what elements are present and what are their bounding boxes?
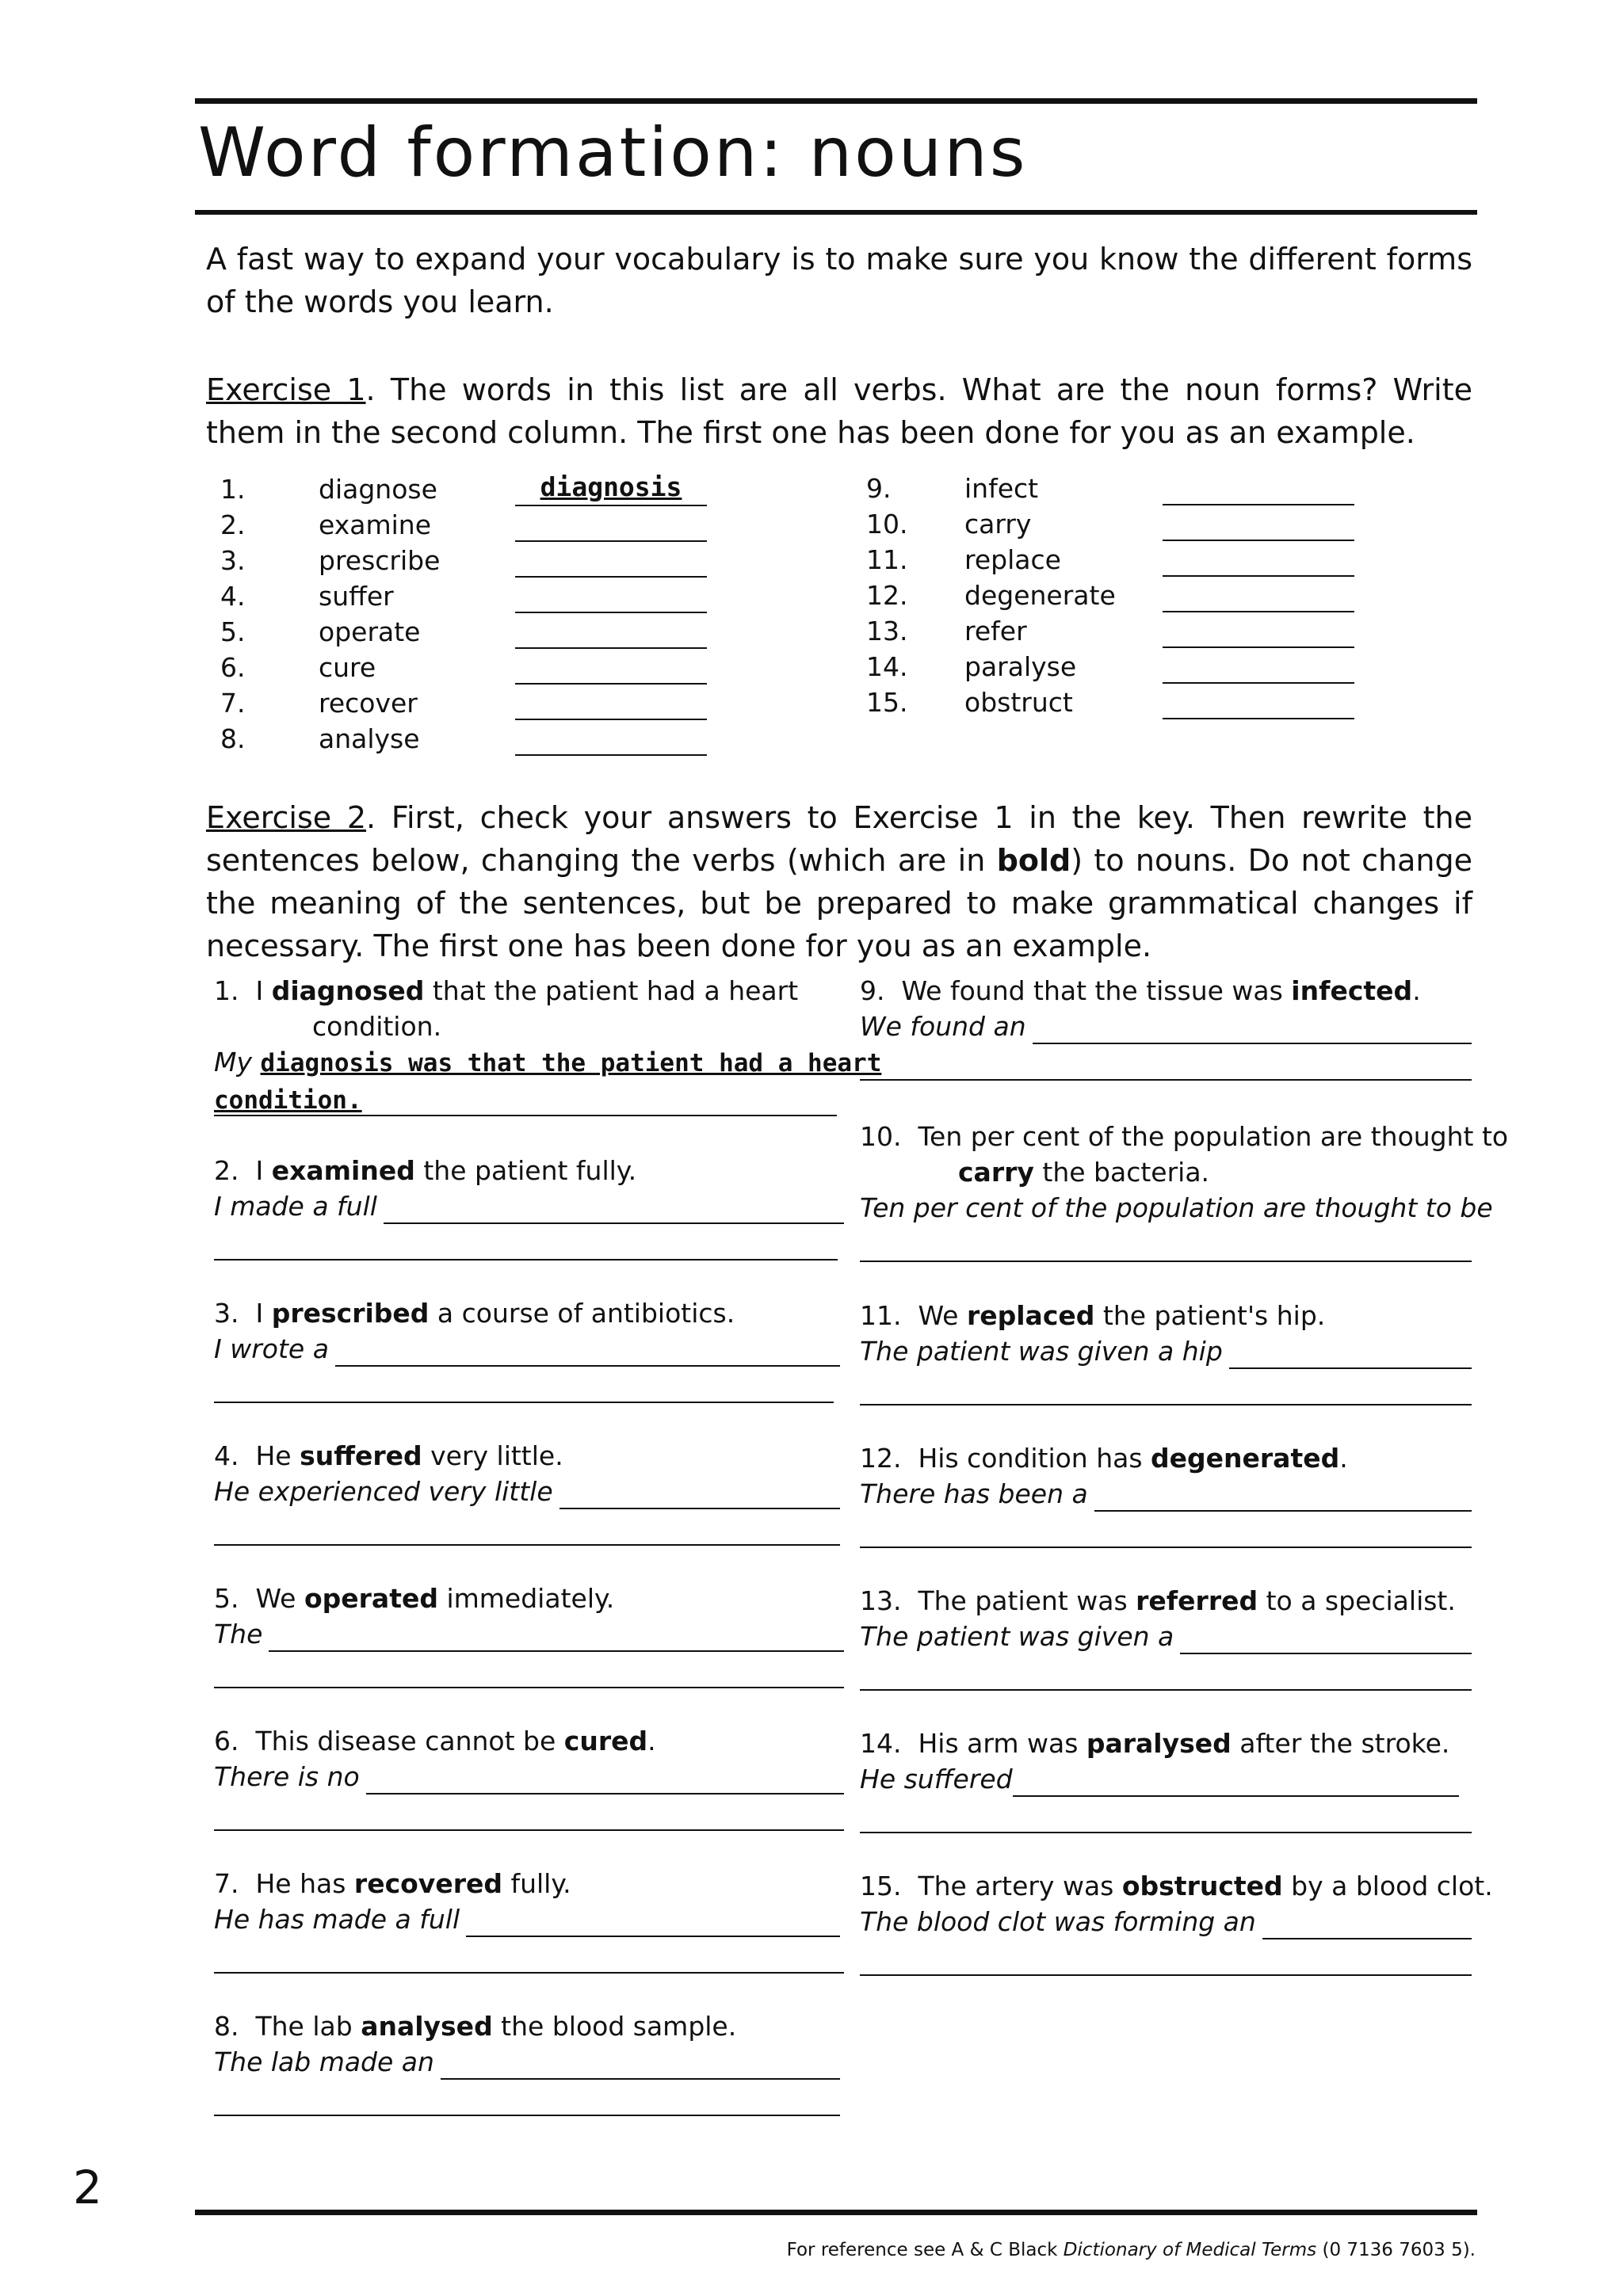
item-answer: diagnosis was that the patient had a heart [260,1049,882,1077]
item-question [214,1581,844,1616]
item-question [860,1868,1493,1904]
word-number: 13. [866,616,908,646]
item-prompt: He has made a full [214,1904,460,1935]
item-text: I [255,1298,272,1329]
item-answer-line[interactable] [214,1759,844,1794]
item-text: This disease cannot be [255,1726,564,1756]
item-number: 12. [860,1443,902,1474]
item-text: We [255,1583,304,1614]
footer-prefix: For reference see A & C Black [786,2240,1064,2260]
sentence-item-7 [214,1866,840,1974]
word-number: 6. [220,652,246,683]
item-text: We [918,1300,967,1331]
item-number: 2. [214,1155,239,1186]
answer-blank[interactable] [1163,542,1354,577]
verb-word: obstruct [964,687,1073,718]
answer-underline [1013,1765,1459,1797]
verb-word: operate [319,616,421,647]
item-number: 1. [214,975,239,1006]
item-text: very little. [422,1440,563,1471]
item-text: We found that the tissue was [901,975,1292,1006]
word-row [866,506,1373,542]
item-text: a course of antibiotics. [429,1298,735,1329]
item-number: 9. [860,975,885,1006]
item-number: 6. [214,1726,239,1756]
item-number: 13. [860,1585,902,1616]
item-number: 11. [860,1300,902,1331]
item-answer-line[interactable] [214,1188,844,1224]
item-prompt: The patient was given a hip [860,1336,1223,1367]
word-row [866,542,1373,578]
sentence-item-4 [214,1438,840,1546]
sentence-item-3 [214,1295,840,1403]
exercise2-bold-word: bold [996,843,1071,878]
item-number: 10. [860,1121,902,1152]
word-row [220,507,727,543]
word-number: 10. [866,509,908,540]
item-text: that the patient had a heart [424,975,799,1006]
item-prompt: There has been a [860,1478,1088,1509]
item-verb: examined [271,1155,415,1186]
word-number: 7. [220,688,246,719]
item-number: 4. [214,1440,239,1471]
word-list-right [866,471,1373,720]
item-text: The artery was [918,1871,1122,1901]
sentence-item-11 [860,1298,1472,1405]
item-answer-line[interactable] [214,1901,840,1937]
item-answer-line[interactable] [214,1474,840,1509]
verb-word: paralyse [964,651,1077,682]
item-verb: paralysed [1086,1728,1232,1759]
word-row [866,578,1373,613]
item-verb: prescribed [271,1298,430,1329]
answer-blank[interactable] [515,471,707,506]
item-verb: operated [304,1583,438,1614]
word-number: 9. [866,473,892,504]
item-verb: carry [958,1157,1034,1188]
item-question [214,2008,840,2044]
item-question [860,1583,1472,1619]
word-row [866,471,1373,506]
word-row [220,543,727,578]
answer-blank[interactable] [515,507,707,542]
exercise1-text: . The words in this list are all verbs. What are the noun forms? Write them in the second column. The first one has been done for you as an example. [206,372,1472,450]
word-number: 5. [220,616,246,647]
answer-blank[interactable] [515,578,707,613]
item-number: 14. [860,1728,902,1759]
item-prompt: The [214,1619,263,1650]
footer-reference [787,2240,1476,2260]
word-row [220,471,727,507]
item-text: Ten per cent of the population are thought to [918,1121,1509,1152]
item-answer-line-2[interactable] [860,1654,1472,1691]
item-number: 3. [214,1298,239,1329]
verb-word: prescribe [319,545,441,576]
answer-blank[interactable] [515,614,707,649]
item-verb: suffered [300,1440,422,1471]
word-row [220,650,727,685]
item-answer-line[interactable] [214,2044,840,2080]
item-answer-line[interactable] [860,1333,1472,1369]
word-number: 4. [220,581,246,612]
item-question [214,1438,840,1474]
verb-word: cure [319,652,376,683]
answer-blank[interactable] [1163,613,1354,648]
verb-word: recover [319,688,418,719]
word-list-left [220,471,727,757]
answer-underline [559,1478,840,1509]
example-answer: diagnosis [540,471,682,502]
item-question [860,1440,1472,1476]
item-question [214,973,837,1009]
word-row [220,685,727,721]
word-number: 11. [866,544,908,575]
word-number: 1. [220,474,246,505]
item-question [860,973,1472,1009]
answer-blank[interactable] [1163,506,1354,541]
item-answer-line[interactable] [860,1009,1472,1044]
top-rule [195,98,1477,104]
item-answer-line-2 [214,1081,837,1116]
page-title: Word formation: nouns [198,113,1028,193]
item-text: I [255,1155,272,1186]
item-answer-line-2[interactable] [214,1652,844,1688]
bottom-rule [195,2210,1477,2215]
answer-underline [269,1620,844,1652]
word-row [220,614,727,650]
item-text: The lab [255,2011,361,2042]
sentence-item-15 [860,1868,1493,1976]
word-row [220,578,727,614]
verb-word: diagnose [319,474,437,505]
item-verb: diagnosed [271,975,425,1006]
item-text: the patient's hip. [1094,1300,1326,1331]
verb-word: analyse [319,723,420,754]
item-verb: infected [1291,975,1413,1006]
answer-blank[interactable] [515,650,707,685]
item-question [214,1153,844,1188]
sentence-item-2 [214,1153,844,1261]
item-number: 15. [860,1871,902,1901]
answer-underline [384,1192,844,1224]
exercise1-instructions [206,368,1472,454]
sentence-item-8 [214,2008,840,2116]
answer-blank[interactable] [515,543,707,578]
word-row [866,649,1373,685]
title-rule [195,210,1477,215]
item-question-continued [860,1154,1472,1190]
item-text: His condition has [918,1443,1151,1474]
item-answer-line-2[interactable] [860,1369,1472,1405]
item-answer-line[interactable] [860,1619,1472,1654]
verb-word: degenerate [964,580,1116,611]
answer-underline [1180,1623,1472,1654]
item-prompt: He experienced very little [214,1476,553,1507]
answer-underline [1229,1337,1472,1369]
item-answer-line-2[interactable] [860,1044,1472,1081]
item-answer-line-2[interactable] [860,1939,1472,1976]
item-answer-line[interactable] [214,1616,844,1652]
item-text: He [255,1440,300,1471]
item-question [860,1298,1472,1333]
item-answer-line-2[interactable] [860,1512,1472,1548]
item-question [860,1726,1472,1761]
item-text: immediately. [437,1583,615,1614]
answer-underline [1033,1013,1472,1044]
answer-blank[interactable] [515,721,707,756]
item-prompt: My [214,1047,261,1077]
item-answer-line-2[interactable] [214,1937,844,1974]
word-number: 12. [866,580,908,611]
item-number: 8. [214,2011,239,2042]
item-answer-line-2[interactable] [860,1797,1472,1833]
item-question [214,1723,844,1759]
item-answer-line-2[interactable] [214,1794,844,1831]
answer-blank[interactable] [1163,649,1354,684]
word-number: 15. [866,687,908,718]
answer-underline [335,1335,840,1367]
verb-word: replace [964,544,1061,575]
item-answer-line-2[interactable] [860,1226,1472,1262]
item-answer-line-2[interactable] [214,1509,840,1546]
sentence-item-9 [860,973,1472,1081]
sentence-item-13 [860,1583,1472,1691]
word-number: 2. [220,509,246,540]
item-number: 7. [214,1868,239,1899]
item-prompt: There is no [214,1761,360,1792]
item-number: 5. [214,1583,239,1614]
item-answer-line[interactable] [860,1761,1459,1797]
item-prompt: Ten per cent of the population are thought to be [860,1192,1493,1223]
word-row [866,685,1373,720]
exercise1-label: Exercise 1 [206,372,366,407]
item-text: the blood sample. [492,2011,737,2042]
answer-underline [366,1763,844,1794]
sentence-item-5 [214,1581,844,1688]
sentence-item-1 [214,973,882,1116]
answer-blank[interactable] [1163,685,1354,719]
exercise2-label: Exercise 2 [206,800,367,835]
item-prompt: He suffered [860,1764,1013,1794]
item-text: . [1412,975,1421,1006]
item-text: the bacteria. [1033,1157,1210,1188]
item-prompt: I wrote a [214,1333,329,1364]
item-answer-line-2[interactable] [214,2080,840,2116]
item-verb: recovered [353,1868,502,1899]
item-prompt: The patient was given a [860,1621,1174,1652]
item-verb: degenerated [1151,1443,1340,1474]
sentence-item-10 [860,1119,1509,1262]
verb-word: refer [964,616,1027,646]
item-text: His arm was [918,1728,1086,1759]
item-answer-line-2[interactable] [214,1224,838,1261]
item-prompt: The blood clot was forming an [860,1906,1256,1937]
sentence-item-6 [214,1723,844,1831]
answer-underline [441,2048,840,2080]
item-answer-line [214,1044,882,1081]
page-number: 2 [73,2161,102,2214]
item-prompt: I made a full [214,1191,377,1222]
item-verb: analysed [361,2011,493,2042]
item-text: by a blood clot. [1282,1871,1493,1901]
answer-underline [1262,1908,1472,1939]
item-verb: replaced [966,1300,1095,1331]
item-text: . [1339,1443,1348,1474]
item-prompt: The lab made an [214,2046,434,2077]
word-row [220,721,727,757]
item-text: to a specialist. [1258,1585,1456,1616]
exercise2-instructions [206,796,1472,967]
item-verb: obstructed [1121,1871,1283,1901]
answer-blank[interactable] [515,685,707,720]
item-verb: referred [1136,1585,1258,1616]
word-number: 8. [220,723,246,754]
item-answer-line[interactable] [860,1190,1493,1226]
item-question [860,1119,1509,1154]
word-row [866,613,1373,649]
answer-underline [466,1905,840,1937]
item-text: after the stroke. [1231,1728,1450,1759]
item-question [214,1295,840,1331]
item-question-continued: condition. [312,1011,442,1042]
item-text: He has [255,1868,354,1899]
sentence-item-12 [860,1440,1472,1548]
item-answer-line[interactable] [860,1476,1472,1512]
word-number: 14. [866,651,908,682]
item-prompt: We found an [860,1011,1026,1042]
item-text: the patient fully. [414,1155,637,1186]
answer-blank[interactable] [1163,578,1354,612]
exercise2-text-b: ) to nouns. Do not change the meaning of the sentences, but be prepared to make grammatical changes if necessary. The first one has been done for you as an example. [206,843,1472,963]
item-answer-line[interactable] [214,1331,840,1367]
item-text: I [255,975,272,1006]
verb-word: suffer [319,581,394,612]
item-answer-line-2[interactable] [214,1367,834,1403]
item-text: fully. [502,1868,571,1899]
item-text: The patient was [918,1585,1136,1616]
item-verb: cured [563,1726,648,1756]
item-answer-line[interactable] [860,1904,1472,1939]
answer-blank[interactable] [1163,471,1354,505]
answer-underline [1094,1480,1472,1512]
footer-book-title: Dictionary of Medical Terms [1063,2240,1317,2260]
footer-suffix: (0 7136 7603 5). [1316,2240,1476,2260]
intro-paragraph: A fast way to expand your vocabulary is to make sure you know the different forms of the words you learn. [206,242,1472,319]
item-text: . [647,1726,656,1756]
exercise2-text-a: . First, check your answers to Exercise 1 in the key. Then rewrite the sentences below, changing the verbs (which are in [206,800,1472,878]
sentence-item-14 [860,1726,1472,1833]
word-number: 3. [220,545,246,576]
verb-word: examine [319,509,432,540]
item-question [214,1866,840,1901]
item-answer-continued: condition. [214,1086,362,1115]
verb-word: infect [964,473,1039,504]
verb-word: carry [964,509,1032,540]
